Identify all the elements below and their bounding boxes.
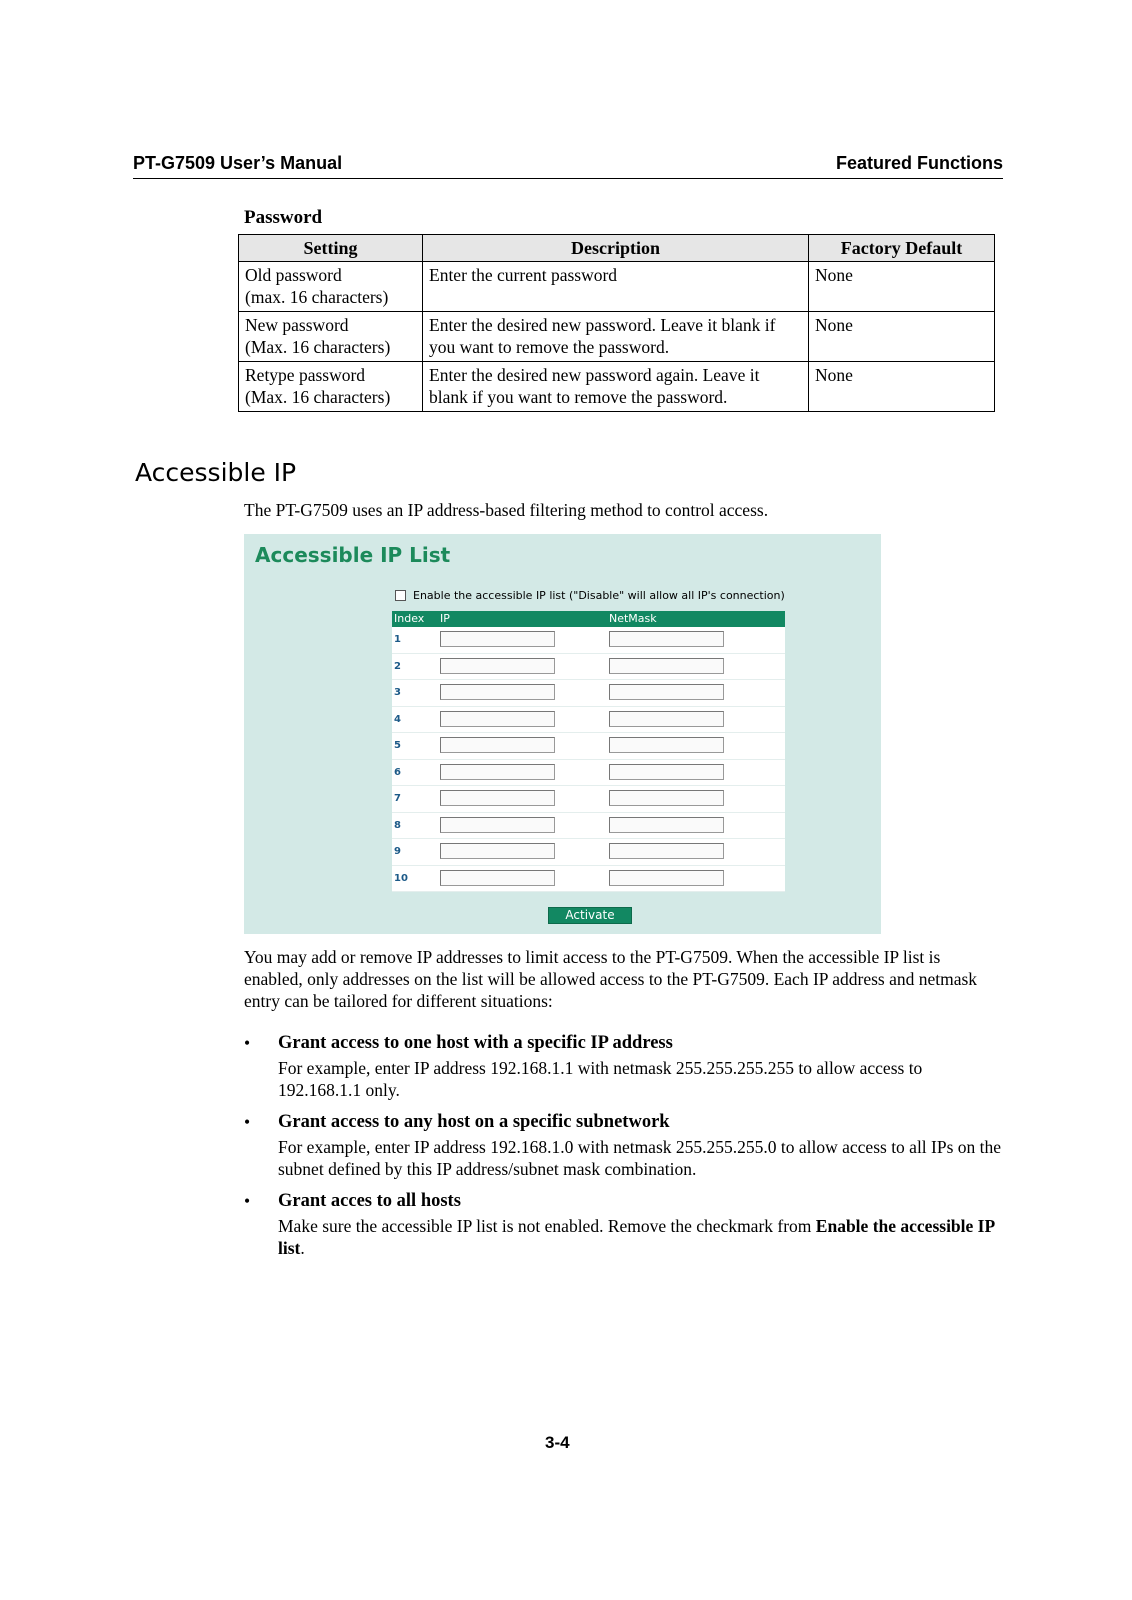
ip-input[interactable]: [440, 817, 555, 833]
ip-input[interactable]: [440, 711, 555, 727]
bullet-list: [244, 1032, 1004, 1269]
description-text: Enter the desired new password again. Leave it: [429, 365, 760, 385]
setting-limit: (Max. 16 characters): [245, 387, 391, 407]
row-index: 9: [394, 846, 401, 857]
netmask-input[interactable]: [609, 631, 724, 647]
netmask-input[interactable]: [609, 843, 724, 859]
ip-input[interactable]: [440, 737, 555, 753]
column-header-index: Index: [394, 612, 425, 625]
bullet-dot: •: [244, 1033, 251, 1053]
checkbox-box[interactable]: [395, 590, 406, 601]
description-text: blank if you want to remove the password.: [429, 387, 728, 407]
description-text: Enter the current password: [429, 265, 618, 285]
ip-input[interactable]: [440, 631, 555, 647]
setting-cell: [239, 312, 423, 362]
netmask-input[interactable]: [609, 711, 724, 727]
ip-list-table: [392, 611, 785, 892]
ip-input[interactable]: [440, 843, 555, 859]
row-index: 4: [394, 713, 401, 725]
ip-row: [392, 813, 785, 840]
setting-name: New password: [245, 315, 349, 335]
row-index: 1: [394, 634, 401, 645]
section-title: Accessible IP: [135, 458, 297, 487]
ip-row: [392, 760, 785, 787]
password-table: [238, 234, 995, 412]
bullet-text: [278, 1215, 1004, 1259]
setting-limit: (max. 16 characters): [245, 287, 389, 307]
row-index: 3: [394, 687, 401, 698]
table-row: [239, 362, 995, 412]
row-index: 10: [394, 872, 408, 884]
ip-input[interactable]: [440, 764, 555, 780]
ip-row: [392, 866, 785, 893]
setting-cell: [239, 362, 423, 412]
chapter-title: Featured Functions: [835, 153, 1003, 173]
ip-row: [392, 627, 785, 654]
ip-row: [392, 680, 785, 707]
setting-name: Retype password: [245, 365, 366, 385]
bullet-text-bold: Enable the accessible IP list: [278, 1216, 995, 1258]
column-header-description: Description: [423, 235, 809, 262]
column-header-default: Factory Default: [809, 235, 995, 262]
column-header-setting: Setting: [239, 235, 423, 262]
description-cell: [423, 362, 809, 412]
ip-input[interactable]: [440, 658, 555, 674]
ip-rows: [392, 627, 785, 892]
netmask-input[interactable]: [609, 764, 724, 780]
panel-title: Accessible IP List: [255, 543, 451, 567]
bullet-dot: •: [244, 1112, 251, 1132]
ip-row: [392, 654, 785, 681]
description-text: Enter the desired new password. Leave it blank if: [429, 315, 776, 335]
row-index: 7: [394, 793, 401, 804]
default-cell: None: [809, 312, 995, 362]
column-header-ip: IP: [440, 612, 450, 625]
accessible-ip-screenshot: [244, 534, 881, 934]
bullet-dot: •: [244, 1191, 251, 1211]
description-text: you want to remove the password.: [429, 337, 670, 357]
setting-cell: [239, 262, 423, 312]
activate-button[interactable]: Activate: [548, 907, 632, 924]
enable-label: Enable the accessible IP list ("Disable" will allow all IP's connection): [413, 589, 785, 602]
column-header-netmask: NetMask: [609, 612, 657, 625]
row-index: 6: [394, 766, 401, 778]
enable-accessible-ip-checkbox[interactable]: [395, 589, 785, 602]
row-index: 8: [394, 819, 401, 831]
ip-table-header: [392, 611, 785, 627]
list-item: [244, 1111, 1004, 1180]
password-label: Password: [244, 207, 323, 228]
ip-row: [392, 786, 785, 813]
ip-input[interactable]: [440, 790, 555, 806]
netmask-input[interactable]: [609, 658, 724, 674]
table-header-row: [239, 235, 995, 262]
bullet-text-end: .: [300, 1238, 305, 1258]
running-header: [133, 151, 1003, 179]
intro-paragraph: The PT-G7509 uses an IP address-based filtering method to control access.: [244, 500, 769, 520]
netmask-input[interactable]: [609, 817, 724, 833]
description-cell: [423, 312, 809, 362]
setting-limit: (Max. 16 characters): [245, 337, 391, 357]
bullet-text: For example, enter IP address 192.168.1.1 with netmask 255.255.255.255 to allow access to 192.168.1.1 only.: [278, 1058, 923, 1100]
page-number: 3-4: [545, 1433, 570, 1452]
list-item: [244, 1190, 1004, 1259]
ip-row: [392, 733, 785, 760]
manual-title: PT-G7509 User’s Manual: [133, 153, 343, 173]
row-index: 5: [394, 740, 401, 751]
ip-input[interactable]: [440, 870, 555, 886]
bullet-title: Grant access to one host with a specific IP address: [278, 1033, 673, 1053]
bullet-title: Grant acces to all hosts: [278, 1191, 461, 1211]
table-row: [239, 312, 995, 362]
bullet-text-plain: Make sure the accessible IP list is not enabled. Remove the checkmark from: [278, 1216, 816, 1236]
netmask-input[interactable]: [609, 684, 724, 700]
row-index: 2: [394, 660, 401, 672]
default-cell: None: [809, 262, 995, 312]
bullet-title: Grant access to any host on a specific subnetwork: [278, 1112, 670, 1132]
body-paragraph: You may add or remove IP addresses to limit access to the PT-G7509. When the accessible IP list is enabled, only addresses on the list will be allowed access to the PT-G7509. Each IP address and netmask entry can be tailored for different situations:: [244, 947, 978, 1011]
ip-row: [392, 839, 785, 866]
setting-name: Old password: [245, 265, 342, 285]
ip-input[interactable]: [440, 684, 555, 700]
bullet-text: For example, enter IP address 192.168.1.0 with netmask 255.255.255.0 to allow access to all IPs on the subnet defined by this IP address/subnet mask combination.: [278, 1137, 1002, 1179]
netmask-input[interactable]: [609, 870, 724, 886]
netmask-input[interactable]: [609, 790, 724, 806]
netmask-input[interactable]: [609, 737, 724, 753]
table-row: [239, 262, 995, 312]
ip-row: [392, 707, 785, 734]
list-item: [244, 1032, 1004, 1101]
default-cell: None: [809, 362, 995, 412]
description-cell: [423, 262, 809, 312]
